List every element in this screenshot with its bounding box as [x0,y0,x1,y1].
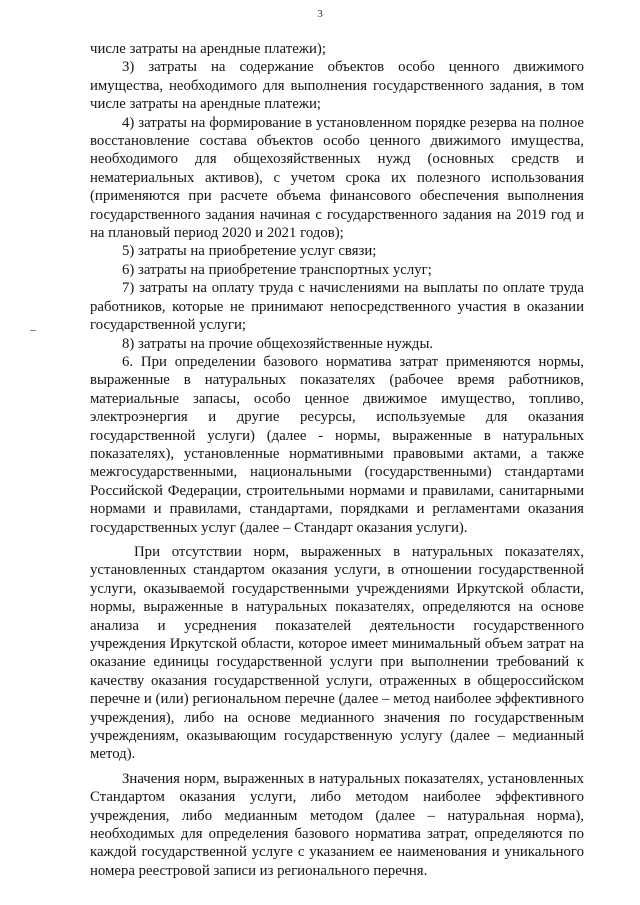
page-number: 3 [317,8,323,20]
list-item-7: 7) затраты на оплату труда с начислениями на выплаты по оплате труда работников, которые не принимают непосредственного участия в оказании государственной услуги; [90,280,584,334]
paragraph-continuation: числе затраты на арендные платежи); [90,41,326,57]
paragraph-absent-norms: При отсутствии норм, выраженных в натуральных показателях, установленных стандартом оказания услуги, в отношении государственной услуги, оказываемой государственными учреждениями Иркутской области, нормы, выраженные в натуральных показателях, определяются на основе анализа и усреднения показателей деятельности государственного учреждения Иркутской области, которое имеет минимальный объем затрат на оказание единицы государственной услуги при выполнении требований к качеству оказания государственной услуги, отраженных в общероссийском перечне и (или) региональном перечне (далее – метод наиболее эффективного учреждения), либо на основе медианного значения по государственным учреждениям, оказывающим государственную услугу (далее – медианный метод). [90,543,584,763]
margin-mark [30,330,36,331]
list-item-4: 4) затраты на формирование в установленном порядке резерва на полное восстановление состава объектов особо ценного движимого имущества, необходимого для общехозяйственных нужд (основных средств и нематериальных активов), с учетом срока их полезного использования (применяются при расчете объема финансового обеспечения выполнения государственного задания начиная с государственного задания на 2019 год и на плановый период 2020 и 2021 годов); [90,114,584,242]
paragraph-norm-values: Значения норм, выраженных в натуральных показателях, установленных Стандартом оказания услуги, либо методом наиболее эффективного учреждения, либо медианным методом (далее – натуральная норма), необходимых для определения базового норматива затрат, определяются по каждой государственной услуге с указанием ее наименования и уникального номера реестровой записи из регионального перечня. [90,770,584,879]
list-item-6: 6) затраты на приобретение транспортных услуг; [122,261,432,278]
document-body [90,40,584,880]
section-6-paragraph: 6. При определении базового норматива затрат применяются нормы, выраженные в натуральных показателях (рабочее время работников, материальные запасы, особо ценное движимое имущество, топливо, электроэнергия и другие ресурсы, используемые для оказания государственной услуги) (далее - нормы, выраженные в натуральных показателях), установленные нормативными правовыми актами, а также межгосударственными, национальными (государственными) стандартами Российской Федерации, строительными нормами и правилами, санитарными нормами и правилами, стандартами, порядками и регламентами оказания государственных услуг (далее – Стандарт оказания услуги). [90,353,584,536]
list-item-8: 8) затраты на прочие общехозяйственные нужды. [122,335,434,352]
list-item-5: 5) затраты на приобретение услуг связи; [122,243,377,260]
list-item-3: 3) затраты на содержание объектов особо ценного движимого имущества, необходимого для выполнения государственного задания, в том числе затраты на арендные платежи; [90,59,584,113]
